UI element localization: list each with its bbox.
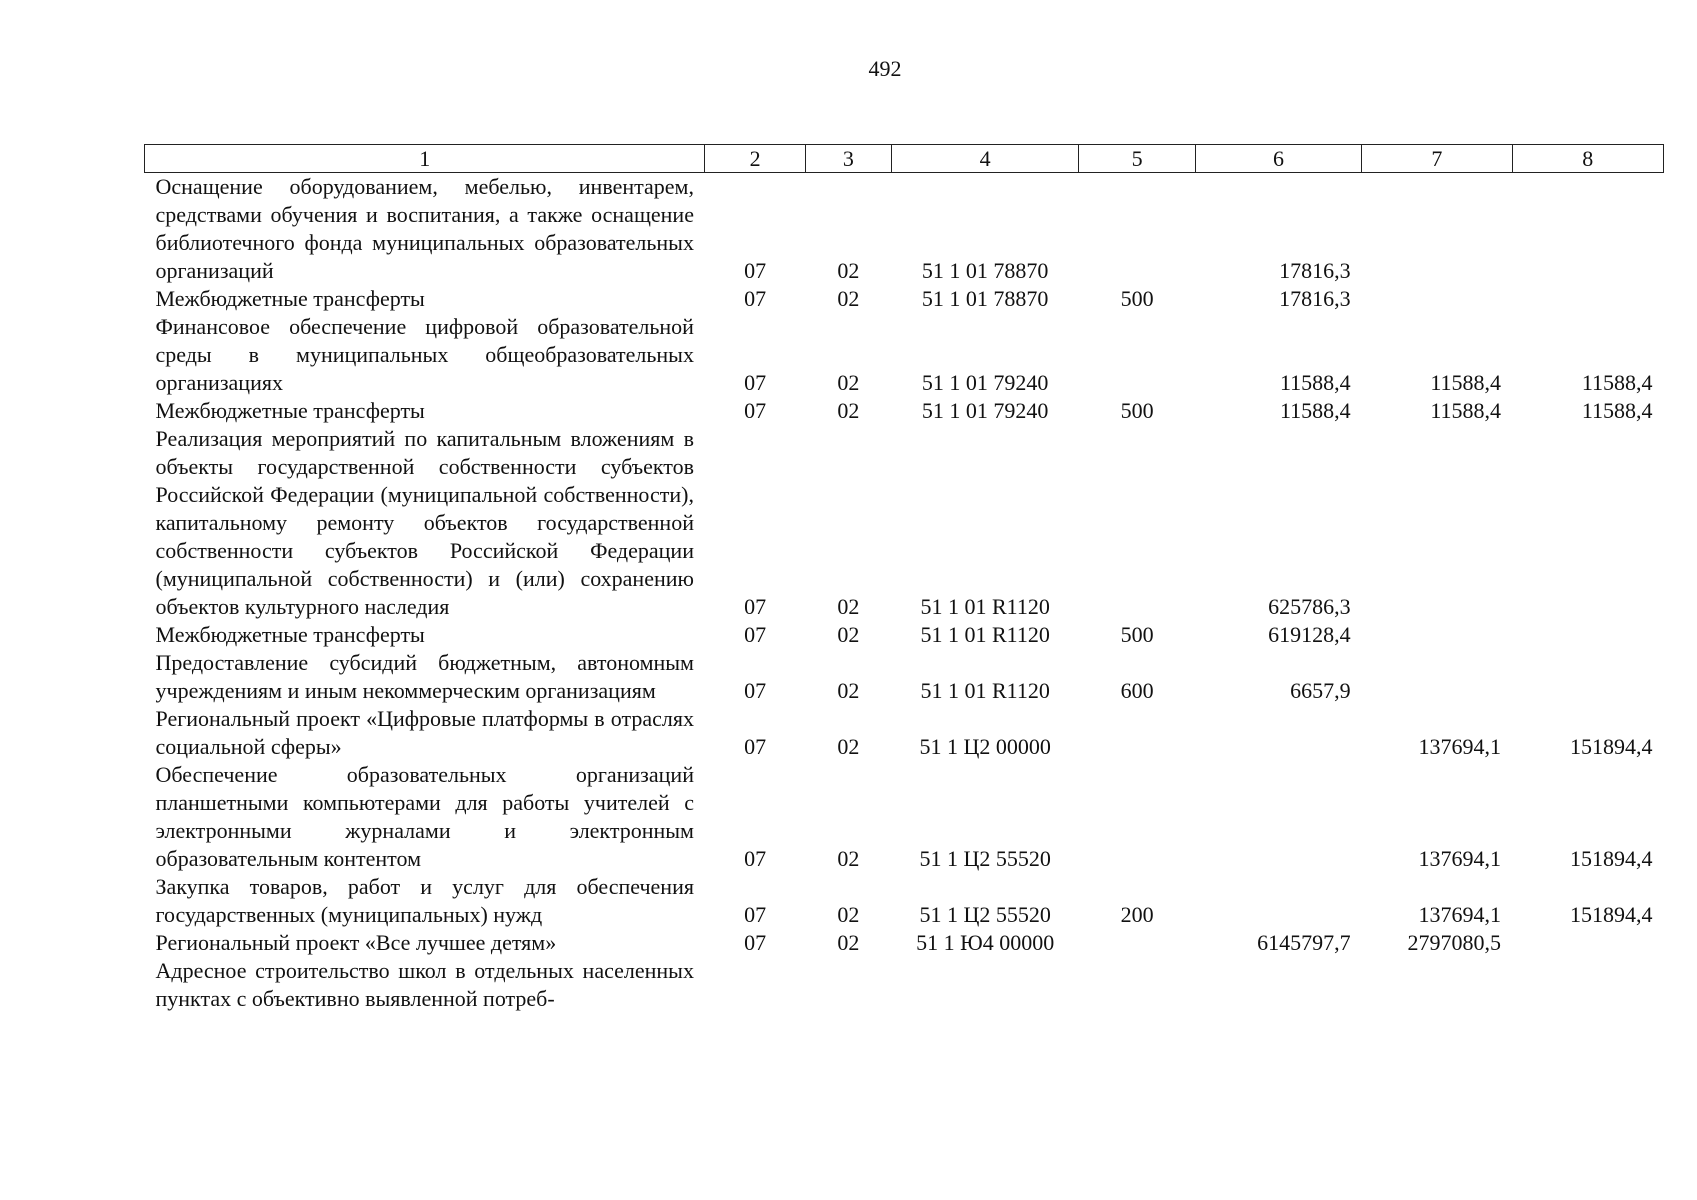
row-name: Обеспечение образовательных организаций планшетными компьютерами для работы учителей с электронными журналами и электронным образовательным контентом <box>155 762 694 871</box>
table-row <box>145 929 1664 957</box>
row-subsection: 02 <box>837 398 860 423</box>
row-target-code: 51 1 01 79240 <box>921 398 1049 423</box>
row-section: 07 <box>744 902 767 927</box>
column-header-1: 1 <box>145 145 705 173</box>
row-amount-6: 17816,3 <box>1279 286 1351 311</box>
table-row <box>145 705 1664 761</box>
row-target-code: 51 1 01 78870 <box>921 286 1049 311</box>
row-expense-type <box>1079 425 1195 621</box>
row-target-code: 51 1 Ц2 00000 <box>919 734 1051 759</box>
row-expense-type: 500 <box>1120 398 1154 423</box>
row-section: 07 <box>744 370 767 395</box>
row-amount-7: 137694,1 <box>1418 902 1502 927</box>
row-section: 07 <box>744 846 767 871</box>
row-subsection: 02 <box>837 370 860 395</box>
row-section: 07 <box>744 678 767 703</box>
row-section: 07 <box>744 622 767 647</box>
row-amount-6 <box>1195 957 1361 1013</box>
row-target-code <box>891 957 1078 1013</box>
row-name: Финансовое обеспечение цифровой образовательной среды в муниципальных общеобразовательных организациях <box>155 314 694 395</box>
row-name: Межбюджетные трансферты <box>155 286 425 311</box>
row-amount-8: 11588,4 <box>1581 398 1653 423</box>
row-subsection: 02 <box>837 678 860 703</box>
row-amount-7: 11588,4 <box>1430 370 1502 395</box>
row-section: 07 <box>744 258 767 283</box>
row-amount-6: 619128,4 <box>1268 622 1351 647</box>
row-name: Предоставление субсидий бюджетным, автономным учреждениям и иным некоммерческим организациям <box>155 650 694 703</box>
row-target-code: 51 1 01 R1120 <box>920 622 1050 647</box>
row-section <box>705 957 805 1013</box>
row-name: Межбюджетные трансферты <box>155 622 425 647</box>
row-amount-8 <box>1512 957 1663 1013</box>
row-name: Региональный проект «Цифровые платформы в отраслях социальной сферы» <box>155 706 694 759</box>
row-name: Оснащение оборудованием, мебелью, инвентарем, средствами обучения и воспитания, а также оснащение библиотечного фонда муниципальных образовательных организаций <box>155 174 694 283</box>
row-amount-7: 11588,4 <box>1430 398 1502 423</box>
row-target-code: 51 1 01 78870 <box>921 258 1049 283</box>
row-expense-type <box>1079 173 1195 286</box>
row-subsection: 02 <box>837 846 860 871</box>
row-section: 07 <box>744 398 767 423</box>
column-header-3: 3 <box>805 145 891 173</box>
row-amount-7 <box>1362 173 1512 286</box>
table-row <box>145 873 1664 929</box>
row-amount-7: 137694,1 <box>1418 846 1502 871</box>
row-expense-type: 600 <box>1120 678 1154 703</box>
row-amount-6: 11588,4 <box>1279 370 1351 395</box>
row-subsection: 02 <box>837 286 860 311</box>
row-amount-8 <box>1512 425 1663 621</box>
row-subsection: 02 <box>837 734 860 759</box>
table-row <box>145 313 1664 397</box>
row-name: Адресное строительство школ в отдельных населенных пунктах с объективно выявленной потреб- <box>155 958 694 1011</box>
row-section: 07 <box>744 594 767 619</box>
row-target-code: 51 1 Ц2 55520 <box>919 846 1051 871</box>
row-expense-type <box>1079 705 1195 761</box>
row-expense-type <box>1079 761 1195 873</box>
table-row <box>145 425 1664 621</box>
row-amount-7 <box>1362 285 1512 313</box>
row-amount-8 <box>1512 285 1663 313</box>
header-row <box>145 145 1664 173</box>
row-target-code: 51 1 01 R1120 <box>920 594 1050 619</box>
table-header <box>145 145 1664 173</box>
budget-table <box>144 144 1664 1013</box>
table-row <box>145 957 1664 1013</box>
row-target-code: 51 1 Ц2 55520 <box>919 902 1051 927</box>
page-number: 492 <box>868 56 902 81</box>
row-expense-type: 500 <box>1120 622 1154 647</box>
row-amount-8 <box>1512 649 1663 705</box>
row-name: Закупка товаров, работ и услуг для обеспечения государственных (муниципальных) нужд <box>155 874 694 927</box>
row-amount-6: 625786,3 <box>1268 594 1351 619</box>
row-amount-8 <box>1512 173 1663 286</box>
row-amount-8: 11588,4 <box>1581 370 1653 395</box>
column-header-2: 2 <box>705 145 805 173</box>
row-amount-6: 6145797,7 <box>1257 930 1351 955</box>
row-subsection: 02 <box>837 902 860 927</box>
table-row <box>145 285 1664 313</box>
row-name: Межбюджетные трансферты <box>155 398 425 423</box>
column-header-8: 8 <box>1512 145 1663 173</box>
row-section: 07 <box>744 930 767 955</box>
row-amount-7 <box>1362 425 1512 621</box>
row-amount-6 <box>1195 761 1361 873</box>
row-subsection: 02 <box>837 594 860 619</box>
table-row <box>145 397 1664 425</box>
row-amount-8 <box>1512 621 1663 649</box>
row-amount-8: 151894,4 <box>1570 734 1653 759</box>
row-amount-6: 6657,9 <box>1290 678 1351 703</box>
row-amount-7 <box>1362 957 1512 1013</box>
column-header-6: 6 <box>1195 145 1361 173</box>
row-section: 07 <box>744 286 767 311</box>
row-target-code: 51 1 01 79240 <box>921 370 1049 395</box>
column-header-4: 4 <box>891 145 1078 173</box>
row-amount-7 <box>1362 621 1512 649</box>
table-row <box>145 173 1664 286</box>
row-name: Региональный проект «Все лучшее детям» <box>155 930 557 955</box>
row-amount-6 <box>1195 873 1361 929</box>
row-amount-7: 2797080,5 <box>1407 930 1502 955</box>
row-amount-7 <box>1362 649 1512 705</box>
row-amount-6: 17816,3 <box>1279 258 1351 283</box>
row-subsection: 02 <box>837 622 860 647</box>
row-expense-type: 200 <box>1120 902 1154 927</box>
row-subsection: 02 <box>837 258 860 283</box>
row-target-code: 51 1 Ю4 00000 <box>916 930 1055 955</box>
row-subsection: 02 <box>837 930 860 955</box>
row-section: 07 <box>744 734 767 759</box>
row-amount-6: 11588,4 <box>1279 398 1351 423</box>
row-amount-6 <box>1195 705 1361 761</box>
table-row <box>145 761 1664 873</box>
row-expense-type: 500 <box>1120 286 1154 311</box>
table-body <box>145 173 1664 1014</box>
row-expense-type <box>1079 929 1195 957</box>
row-amount-8 <box>1512 929 1663 957</box>
row-amount-8: 151894,4 <box>1570 902 1653 927</box>
column-header-5: 5 <box>1079 145 1195 173</box>
row-amount-8: 151894,4 <box>1570 846 1653 871</box>
row-target-code: 51 1 01 R1120 <box>920 678 1050 703</box>
row-name: Реализация мероприятий по капитальным вложениям в объекты государственной собственности субъектов Российской Федерации (муниципальной собственности), капитальному ремонту объектов государственной собственности субъектов Российской Федерации (муниципальной собственности) и (или) сохранению объектов культурного наследия <box>155 426 694 619</box>
row-amount-7: 137694,1 <box>1418 734 1502 759</box>
row-subsection <box>805 957 891 1013</box>
column-header-7: 7 <box>1362 145 1512 173</box>
row-expense-type <box>1079 957 1195 1013</box>
table-row <box>145 649 1664 705</box>
row-expense-type <box>1079 313 1195 397</box>
table-row <box>145 621 1664 649</box>
